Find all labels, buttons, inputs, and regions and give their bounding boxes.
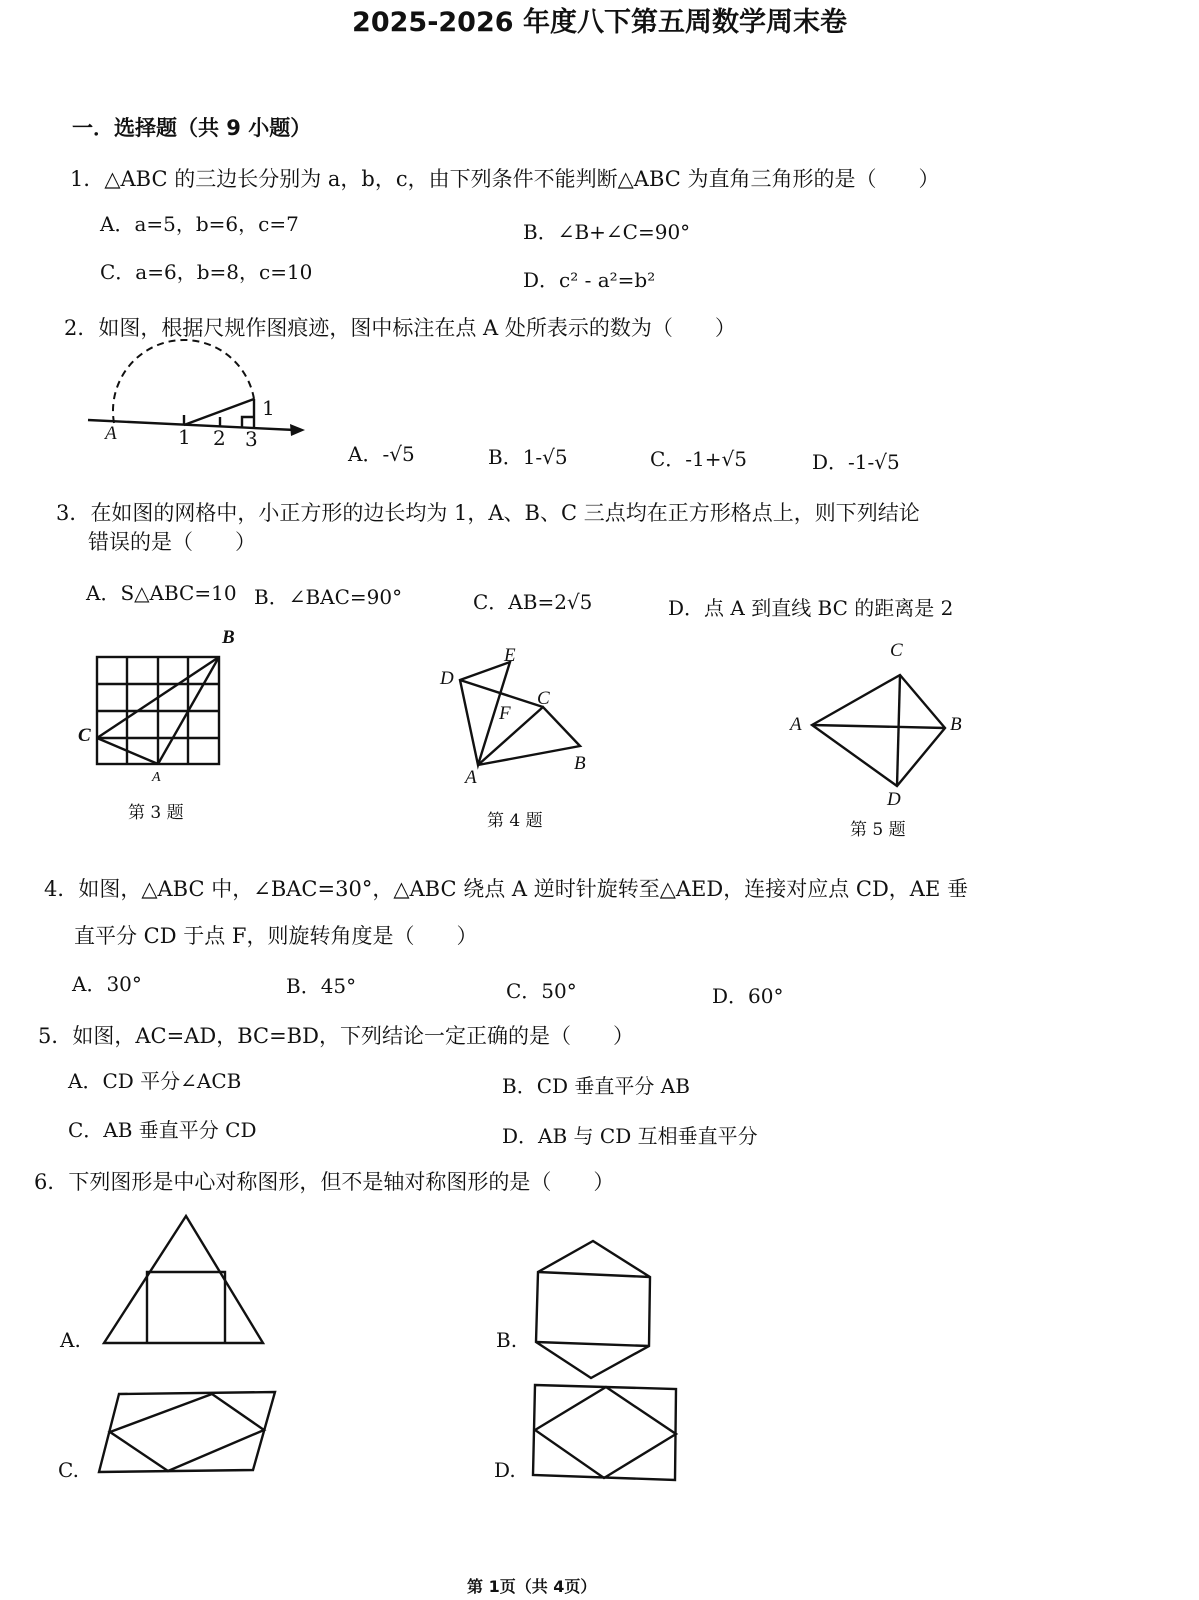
option-a[interactable]: A．-√5 bbox=[348, 442, 415, 466]
label-a: A bbox=[465, 767, 477, 788]
question-stem: 1．△ABC 的三边长分别为 a，b，c，由下列条件不能判断△ABC 为直角三角形的是（ ） bbox=[70, 167, 940, 191]
page-title: 2025-2026 年度八下第五周数学周末卷 bbox=[352, 7, 847, 38]
option-c[interactable]: C．50° bbox=[506, 979, 577, 1003]
label-d: D bbox=[887, 789, 901, 810]
option-d[interactable]: D．60° bbox=[712, 984, 784, 1008]
page-number: 第 1页（共 4页） bbox=[467, 1577, 597, 1596]
option-b[interactable]: B．CD 垂直平分 AB bbox=[502, 1074, 690, 1098]
shape-c-parallelogram[interactable] bbox=[97, 1390, 282, 1475]
option-a[interactable]: A. bbox=[60, 1328, 81, 1352]
tick-label-2: 2 bbox=[213, 426, 226, 450]
shape-b-hexagon[interactable] bbox=[533, 1238, 658, 1378]
label-b: B bbox=[222, 627, 235, 648]
option-a[interactable]: A．CD 平分∠ACB bbox=[68, 1069, 242, 1093]
shape-a-triangle-with-square[interactable] bbox=[100, 1212, 270, 1347]
option-b[interactable]: B. bbox=[496, 1328, 518, 1352]
option-c[interactable]: C．AB=2√5 bbox=[473, 590, 593, 614]
question-stem-line1: 3．在如图的网格中，小正方形的边长均为 1，A、B、C 三点均在正方形格点上，则下列结论 bbox=[56, 501, 920, 525]
section-heading: 一．选择题（共 9 小题） bbox=[72, 116, 312, 140]
figure-caption: 第 5 题 bbox=[850, 820, 906, 840]
side-label: 1 bbox=[262, 396, 275, 420]
shape-d-rectangle-rhombus[interactable] bbox=[532, 1382, 682, 1482]
question-stem: 5．如图，AC=AD，BC=BD，下列结论一定正确的是（ ） bbox=[38, 1024, 634, 1048]
point-a-label: A bbox=[105, 423, 117, 444]
option-d[interactable]: D．-1-√5 bbox=[812, 450, 900, 474]
label-c: C bbox=[890, 640, 903, 661]
option-d[interactable]: D．AB 与 CD 互相垂直平分 bbox=[502, 1124, 758, 1148]
option-b[interactable]: B．1-√5 bbox=[488, 445, 568, 469]
option-a[interactable]: A．S△ABC=10 bbox=[86, 581, 237, 605]
option-b[interactable]: B．∠B+∠C=90° bbox=[523, 220, 691, 244]
option-b[interactable]: B．∠BAC=90° bbox=[254, 585, 403, 609]
label-a: A bbox=[790, 714, 802, 735]
option-c[interactable]: C. bbox=[58, 1458, 79, 1482]
tick-label-1: 1 bbox=[178, 425, 191, 449]
option-b[interactable]: B．45° bbox=[286, 974, 357, 998]
question-stem: 6．下列图形是中心对称图形，但不是轴对称图形的是（ ） bbox=[34, 1170, 615, 1194]
option-a[interactable]: A．30° bbox=[72, 972, 142, 996]
question-stem: 2．如图，根据尺规作图痕迹，图中标注在点 A 处所表示的数为（ ） bbox=[64, 316, 736, 340]
figure-caption: 第 4 题 bbox=[487, 811, 543, 831]
label-b: B bbox=[950, 714, 962, 735]
option-c[interactable]: C．AB 垂直平分 CD bbox=[68, 1118, 257, 1142]
kite-figure bbox=[800, 670, 960, 800]
label-d: D bbox=[440, 668, 454, 689]
option-c[interactable]: C．-1+√5 bbox=[650, 447, 748, 471]
label-c: C bbox=[537, 688, 550, 709]
label-e: E bbox=[504, 645, 516, 666]
grid-figure bbox=[95, 655, 225, 770]
option-d[interactable]: D．c² - a²=b² bbox=[523, 268, 656, 292]
question-stem-line1: 4．如图，△ABC 中，∠BAC=30°，△ABC 绕点 A 逆时针旋转至△AED，连接对应点 CD，AE 垂 bbox=[44, 877, 968, 901]
tick-label-3: 3 bbox=[245, 427, 258, 451]
question-stem-line2: 错误的是（ ） bbox=[88, 530, 256, 554]
option-d[interactable]: D. bbox=[494, 1458, 516, 1482]
figure-caption: 第 3 题 bbox=[128, 803, 184, 823]
option-a[interactable]: A．a=5，b=6，c=7 bbox=[100, 212, 299, 236]
option-d[interactable]: D．点 A 到直线 BC 的距离是 2 bbox=[668, 596, 954, 620]
question-stem-line2: 直平分 CD 于点 F，则旋转角度是（ ） bbox=[74, 924, 478, 948]
label-f: F bbox=[499, 703, 511, 724]
option-c[interactable]: C．a=6，b=8，c=10 bbox=[100, 260, 313, 284]
label-c: C bbox=[78, 725, 91, 746]
label-b: B bbox=[574, 753, 586, 774]
label-a: A bbox=[152, 770, 161, 785]
